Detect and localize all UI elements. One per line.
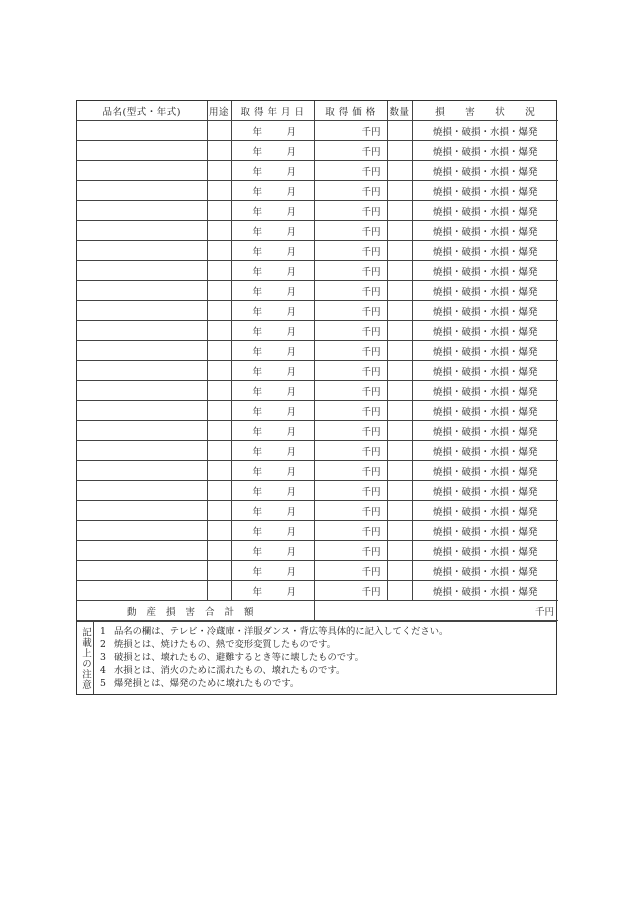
month-label: 月 [286, 467, 297, 478]
month-label: 月 [286, 447, 297, 458]
damage-status-options[interactable] [412, 401, 558, 421]
item-name-field[interactable] [77, 421, 207, 441]
month-label: 月 [286, 387, 297, 398]
header-row [77, 101, 558, 121]
damage-options-label: 焼損・破損・水損・爆発 [432, 366, 538, 378]
month-label: 月 [286, 347, 297, 358]
price-unit: 千円 [361, 146, 381, 158]
price-unit: 千円 [361, 546, 381, 558]
quantity-field[interactable] [387, 281, 412, 301]
total-label: 動産損害合計額 [77, 601, 314, 621]
damage-status-options[interactable] [412, 301, 558, 321]
note-number: 5 [100, 678, 106, 689]
damage-status-options[interactable] [412, 561, 558, 581]
note-item [100, 651, 552, 664]
table-row [77, 561, 558, 581]
quantity-field[interactable] [387, 381, 412, 401]
month-label: 月 [286, 147, 297, 158]
damage-status-options[interactable] [412, 221, 558, 241]
price-unit: 千円 [361, 226, 381, 238]
acquisition-date-field[interactable] [231, 281, 314, 301]
month-label: 月 [286, 307, 297, 318]
table-row [77, 301, 558, 321]
price-unit: 千円 [361, 166, 381, 178]
price-unit: 千円 [361, 446, 381, 458]
use-field[interactable] [207, 581, 231, 601]
year-label: 年 [252, 367, 263, 378]
item-name-field[interactable] [77, 501, 207, 521]
month-label: 月 [286, 507, 297, 518]
table-row [77, 321, 558, 341]
damage-status-options[interactable] [412, 161, 558, 181]
price-unit: 千円 [361, 486, 381, 498]
damage-options-label: 焼損・破損・水損・爆発 [432, 386, 538, 398]
use-field[interactable] [207, 361, 231, 381]
table-row [77, 481, 558, 501]
use-field[interactable] [207, 201, 231, 221]
acquisition-price-field[interactable] [314, 441, 387, 461]
acquisition-price-field[interactable] [314, 141, 387, 161]
quantity-field[interactable] [387, 421, 412, 441]
price-unit: 千円 [361, 466, 381, 478]
year-label: 年 [252, 127, 263, 138]
year-label: 年 [252, 227, 263, 238]
header-damage-status: 損 害 状 況 [412, 101, 558, 121]
month-label: 月 [286, 547, 297, 558]
price-unit: 千円 [361, 526, 381, 538]
damage-options-label: 焼損・破損・水損・爆発 [432, 426, 538, 438]
damage-status-options[interactable] [412, 581, 558, 601]
note-item [100, 677, 552, 690]
quantity-field[interactable] [387, 121, 412, 141]
damage-status-options[interactable] [412, 541, 558, 561]
damage-options-label: 焼損・破損・水損・爆発 [432, 266, 538, 278]
note-number: 3 [100, 652, 106, 663]
damage-options-label: 焼損・破損・水損・爆発 [432, 346, 538, 358]
damage-status-options[interactable] [412, 121, 558, 141]
damage-status-options[interactable] [412, 321, 558, 341]
quantity-field[interactable] [387, 301, 412, 321]
total-unit: 千円 [534, 606, 554, 618]
header-acquisition-date: 取 得 年 月 日 [231, 101, 314, 121]
acquisition-price-field[interactable] [314, 541, 387, 561]
use-field[interactable] [207, 181, 231, 201]
use-field[interactable] [207, 461, 231, 481]
damage-status-options[interactable] [412, 261, 558, 281]
damage-status-options[interactable] [412, 441, 558, 461]
price-unit: 千円 [361, 566, 381, 578]
year-label: 年 [252, 487, 263, 498]
item-name-field[interactable] [77, 181, 207, 201]
table-row [77, 121, 558, 141]
table-row [77, 241, 558, 261]
acquisition-price-field[interactable] [314, 361, 387, 381]
month-label: 月 [286, 567, 297, 578]
damage-status-options[interactable] [412, 501, 558, 521]
header-quantity: 数量 [387, 101, 412, 121]
acquisition-date-field[interactable] [231, 221, 314, 241]
use-field[interactable] [207, 481, 231, 501]
damage-status-options[interactable] [412, 141, 558, 161]
price-unit: 千円 [361, 366, 381, 378]
month-label: 月 [286, 167, 297, 178]
month-label: 月 [286, 207, 297, 218]
price-unit: 千円 [361, 386, 381, 398]
use-field[interactable] [207, 301, 231, 321]
acquisition-price-field[interactable] [314, 461, 387, 481]
damage-options-label: 焼損・破損・水損・爆発 [432, 186, 538, 198]
price-unit: 千円 [361, 206, 381, 218]
item-name-field[interactable] [77, 361, 207, 381]
acquisition-date-field[interactable] [231, 161, 314, 181]
table-row [77, 501, 558, 521]
quantity-field[interactable] [387, 501, 412, 521]
damage-options-label: 焼損・破損・水損・爆発 [432, 586, 538, 598]
year-label: 年 [252, 147, 263, 158]
table-row [77, 541, 558, 561]
year-label: 年 [252, 427, 263, 438]
damage-status-options[interactable] [412, 181, 558, 201]
acquisition-date-field[interactable] [231, 581, 314, 601]
item-name-field[interactable] [77, 141, 207, 161]
item-name-field[interactable] [77, 461, 207, 481]
price-unit: 千円 [361, 246, 381, 258]
use-field[interactable] [207, 541, 231, 561]
acquisition-date-field[interactable] [231, 401, 314, 421]
notes-list [94, 622, 556, 694]
notes-heading: 記載上の注意 [77, 622, 94, 694]
acquisition-date-field[interactable] [231, 481, 314, 501]
item-name-field[interactable] [77, 121, 207, 141]
quantity-field[interactable] [387, 201, 412, 221]
damage-options-label: 焼損・破損・水損・爆発 [432, 226, 538, 238]
item-name-field[interactable] [77, 561, 207, 581]
acquisition-date-field[interactable] [231, 561, 314, 581]
item-name-field[interactable] [77, 261, 207, 281]
price-unit: 千円 [361, 306, 381, 318]
use-field[interactable] [207, 261, 231, 281]
damage-options-label: 焼損・破損・水損・爆発 [432, 126, 538, 138]
year-label: 年 [252, 507, 263, 518]
note-number: 1 [100, 626, 106, 637]
damage-status-options[interactable] [412, 281, 558, 301]
table-row [77, 161, 558, 181]
damage-options-label: 焼損・破損・水損・爆発 [432, 486, 538, 498]
acquisition-price-field[interactable] [314, 561, 387, 581]
year-label: 年 [252, 287, 263, 298]
acquisition-date-field[interactable] [231, 301, 314, 321]
acquisition-price-field[interactable] [314, 421, 387, 441]
acquisition-price-field[interactable] [314, 221, 387, 241]
month-label: 月 [286, 487, 297, 498]
month-label: 月 [286, 247, 297, 258]
note-item [100, 664, 552, 677]
table-row [77, 461, 558, 481]
damage-options-label: 焼損・破損・水損・爆発 [432, 286, 538, 298]
use-field[interactable] [207, 381, 231, 401]
use-field[interactable] [207, 241, 231, 261]
quantity-field[interactable] [387, 581, 412, 601]
item-name-field[interactable] [77, 481, 207, 501]
header-acquisition-price: 取 得 価 格 [314, 101, 387, 121]
month-label: 月 [286, 127, 297, 138]
acquisition-date-field[interactable] [231, 541, 314, 561]
price-unit: 千円 [361, 286, 381, 298]
acquisition-price-field[interactable] [314, 161, 387, 181]
table-row [77, 521, 558, 541]
acquisition-price-field[interactable] [314, 341, 387, 361]
acquisition-date-field[interactable] [231, 441, 314, 461]
acquisition-price-field[interactable] [314, 241, 387, 261]
month-label: 月 [286, 427, 297, 438]
year-label: 年 [252, 247, 263, 258]
total-row [77, 601, 558, 621]
damage-options-label: 焼損・破損・水損・爆発 [432, 506, 538, 518]
quantity-field[interactable] [387, 181, 412, 201]
quantity-field[interactable] [387, 241, 412, 261]
damage-options-label: 焼損・破損・水損・爆発 [432, 446, 538, 458]
month-label: 月 [286, 587, 297, 598]
use-field[interactable] [207, 321, 231, 341]
use-field[interactable] [207, 281, 231, 301]
acquisition-date-field[interactable] [231, 201, 314, 221]
use-field[interactable] [207, 401, 231, 421]
table-row [77, 221, 558, 241]
year-label: 年 [252, 207, 263, 218]
item-name-field[interactable] [77, 401, 207, 421]
year-label: 年 [252, 567, 263, 578]
notes-section [77, 621, 556, 694]
table-row [77, 381, 558, 401]
item-name-field[interactable] [77, 381, 207, 401]
price-unit: 千円 [361, 406, 381, 418]
use-field[interactable] [207, 521, 231, 541]
quantity-field[interactable] [387, 461, 412, 481]
acquisition-price-field[interactable] [314, 401, 387, 421]
table-row [77, 201, 558, 221]
acquisition-price-field[interactable] [314, 121, 387, 141]
damage-options-label: 焼損・破損・水損・爆発 [432, 466, 538, 478]
table-row [77, 181, 558, 201]
quantity-field[interactable] [387, 561, 412, 581]
acquisition-price-field[interactable] [314, 521, 387, 541]
note-text: 焼損とは、焼けたもの、熱で変形変質したものです。 [114, 639, 337, 650]
year-label: 年 [252, 187, 263, 198]
price-unit: 千円 [361, 186, 381, 198]
damage-options-label: 焼損・破損・水損・爆発 [432, 566, 538, 578]
price-unit: 千円 [361, 326, 381, 338]
quantity-field[interactable] [387, 261, 412, 281]
year-label: 年 [252, 407, 263, 418]
acquisition-date-field[interactable] [231, 341, 314, 361]
table-row [77, 361, 558, 381]
month-label: 月 [286, 267, 297, 278]
damage-options-label: 焼損・破損・水損・爆発 [432, 206, 538, 218]
damage-status-options[interactable] [412, 421, 558, 441]
year-label: 年 [252, 587, 263, 598]
use-field[interactable] [207, 441, 231, 461]
item-name-field[interactable] [77, 581, 207, 601]
month-label: 月 [286, 227, 297, 238]
table-row [77, 421, 558, 441]
item-name-field[interactable] [77, 541, 207, 561]
acquisition-date-field[interactable] [231, 381, 314, 401]
property-damage-form [76, 100, 557, 695]
year-label: 年 [252, 167, 263, 178]
damage-options-label: 焼損・破損・水損・爆発 [432, 306, 538, 318]
use-field[interactable] [207, 141, 231, 161]
table-row [77, 261, 558, 281]
year-label: 年 [252, 267, 263, 278]
total-amount-field[interactable] [314, 601, 558, 621]
price-unit: 千円 [361, 586, 381, 598]
note-number: 2 [100, 639, 106, 650]
quantity-field[interactable] [387, 521, 412, 541]
acquisition-price-field[interactable] [314, 581, 387, 601]
note-text: 水損とは、消火のために濡れたもの、壊れたものです。 [114, 665, 346, 676]
month-label: 月 [286, 407, 297, 418]
price-unit: 千円 [361, 346, 381, 358]
damage-status-options[interactable] [412, 461, 558, 481]
item-name-field[interactable] [77, 221, 207, 241]
table-row [77, 441, 558, 461]
quantity-field[interactable] [387, 141, 412, 161]
note-text: 破損とは、壊れたもの、避難するとき等に壊したものです。 [114, 652, 364, 663]
item-name-field[interactable] [77, 241, 207, 261]
price-unit: 千円 [361, 506, 381, 518]
acquisition-date-field[interactable] [231, 321, 314, 341]
table-row [77, 281, 558, 301]
acquisition-date-field[interactable] [231, 461, 314, 481]
month-label: 月 [286, 187, 297, 198]
year-label: 年 [252, 547, 263, 558]
damage-status-options[interactable] [412, 201, 558, 221]
acquisition-price-field[interactable] [314, 201, 387, 221]
use-field[interactable] [207, 341, 231, 361]
note-item [100, 638, 552, 651]
damage-options-label: 焼損・破損・水損・爆発 [432, 146, 538, 158]
quantity-field[interactable] [387, 401, 412, 421]
price-unit: 千円 [361, 126, 381, 138]
damage-status-options[interactable] [412, 521, 558, 541]
item-name-field[interactable] [77, 521, 207, 541]
month-label: 月 [286, 287, 297, 298]
acquisition-price-field[interactable] [314, 321, 387, 341]
note-number: 4 [100, 665, 106, 676]
acquisition-date-field[interactable] [231, 121, 314, 141]
damage-options-label: 焼損・破損・水損・爆発 [432, 246, 538, 258]
table-row [77, 341, 558, 361]
damage-status-options[interactable] [412, 341, 558, 361]
quantity-field[interactable] [387, 441, 412, 461]
table-row [77, 401, 558, 421]
acquisition-price-field[interactable] [314, 261, 387, 281]
year-label: 年 [252, 527, 263, 538]
acquisition-price-field[interactable] [314, 481, 387, 501]
price-unit: 千円 [361, 266, 381, 278]
year-label: 年 [252, 347, 263, 358]
month-label: 月 [286, 527, 297, 538]
note-text: 爆発損とは、爆発のために壊れたものです。 [114, 678, 300, 689]
year-label: 年 [252, 467, 263, 478]
item-name-field[interactable] [77, 161, 207, 181]
acquisition-date-field[interactable] [231, 181, 314, 201]
damage-status-options[interactable] [412, 381, 558, 401]
acquisition-date-field[interactable] [231, 521, 314, 541]
price-unit: 千円 [361, 426, 381, 438]
quantity-field[interactable] [387, 341, 412, 361]
item-name-field[interactable] [77, 321, 207, 341]
quantity-field[interactable] [387, 321, 412, 341]
item-name-field[interactable] [77, 441, 207, 461]
damage-status-options[interactable] [412, 361, 558, 381]
quantity-field[interactable] [387, 221, 412, 241]
quantity-field[interactable] [387, 541, 412, 561]
acquisition-price-field[interactable] [314, 501, 387, 521]
item-name-field[interactable] [77, 301, 207, 321]
acquisition-date-field[interactable] [231, 361, 314, 381]
year-label: 年 [252, 307, 263, 318]
damage-status-options[interactable] [412, 241, 558, 261]
use-field[interactable] [207, 421, 231, 441]
damage-options-label: 焼損・破損・水損・爆発 [432, 546, 538, 558]
acquisition-date-field[interactable] [231, 141, 314, 161]
quantity-field[interactable] [387, 161, 412, 181]
table-row [77, 581, 558, 601]
year-label: 年 [252, 387, 263, 398]
damage-options-label: 焼損・破損・水損・爆発 [432, 166, 538, 178]
acquisition-price-field[interactable] [314, 181, 387, 201]
acquisition-price-field[interactable] [314, 381, 387, 401]
acquisition-date-field[interactable] [231, 261, 314, 281]
note-text: 品名の欄は、テレビ・冷蔵庫・洋服ダンス・背広等具体的に記入してください。 [114, 626, 449, 637]
item-rows [77, 121, 558, 601]
use-field[interactable] [207, 121, 231, 141]
damage-options-label: 焼損・破損・水損・爆発 [432, 326, 538, 338]
header-item-name: 品名(型式・年式) [77, 101, 207, 121]
year-label: 年 [252, 447, 263, 458]
year-label: 年 [252, 327, 263, 338]
use-field[interactable] [207, 161, 231, 181]
acquisition-price-field[interactable] [314, 281, 387, 301]
item-name-field[interactable] [77, 201, 207, 221]
note-item [100, 625, 552, 638]
acquisition-date-field[interactable] [231, 241, 314, 261]
month-label: 月 [286, 367, 297, 378]
damage-options-label: 焼損・破損・水損・爆発 [432, 526, 538, 538]
table-row [77, 141, 558, 161]
damage-options-label: 焼損・破損・水損・爆発 [432, 406, 538, 418]
use-field[interactable] [207, 221, 231, 241]
item-name-field[interactable] [77, 341, 207, 361]
acquisition-date-field[interactable] [231, 501, 314, 521]
month-label: 月 [286, 327, 297, 338]
quantity-field[interactable] [387, 481, 412, 501]
header-use: 用途 [207, 101, 231, 121]
damage-table [77, 101, 558, 621]
acquisition-price-field[interactable] [314, 301, 387, 321]
use-field[interactable] [207, 501, 231, 521]
item-name-field[interactable] [77, 281, 207, 301]
damage-status-options[interactable] [412, 481, 558, 501]
use-field[interactable] [207, 561, 231, 581]
quantity-field[interactable] [387, 361, 412, 381]
acquisition-date-field[interactable] [231, 421, 314, 441]
